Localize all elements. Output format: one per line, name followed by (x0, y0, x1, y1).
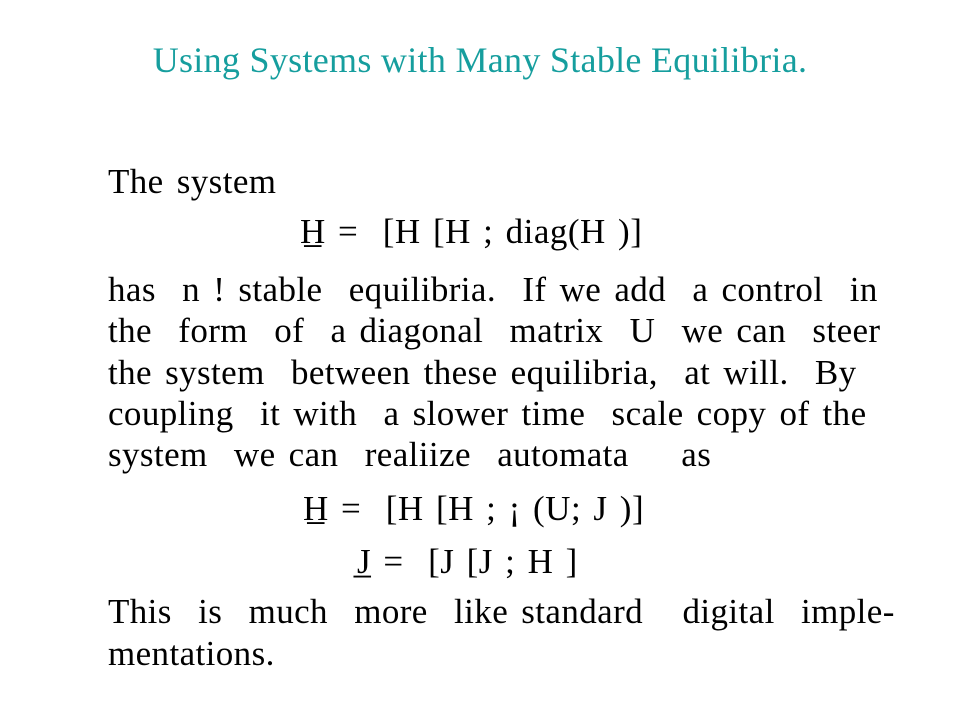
intro-line: The system (108, 162, 277, 201)
paragraph2-line-1: This is much more like standard digital imple- (108, 592, 895, 631)
paragraph1-line-2: the form of a diagonal matrix U we can steer (108, 311, 881, 350)
slide-title: Using Systems with Many Stable Equilibria. (152, 40, 808, 80)
equation-h-diag: H̲ = [H [H ; diag(H )] (300, 212, 643, 251)
paragraph1-line-1: has n ! stable equilibria. If we add a control in (108, 270, 878, 309)
paragraph1-line-4: coupling it with a slower time scale copy of the (108, 394, 867, 433)
equation-h-control: H̲ = [H [H ; ¡ (U; J )] (303, 489, 645, 528)
paragraph1-line-5: system we can realiize automata as (108, 435, 712, 474)
paragraph2-line-2: mentations. (108, 634, 275, 673)
paragraph1-line-3: the system between these equilibria, at will. By (108, 353, 857, 392)
equation-j: J̲ = [J [J ; H ] (357, 542, 578, 581)
